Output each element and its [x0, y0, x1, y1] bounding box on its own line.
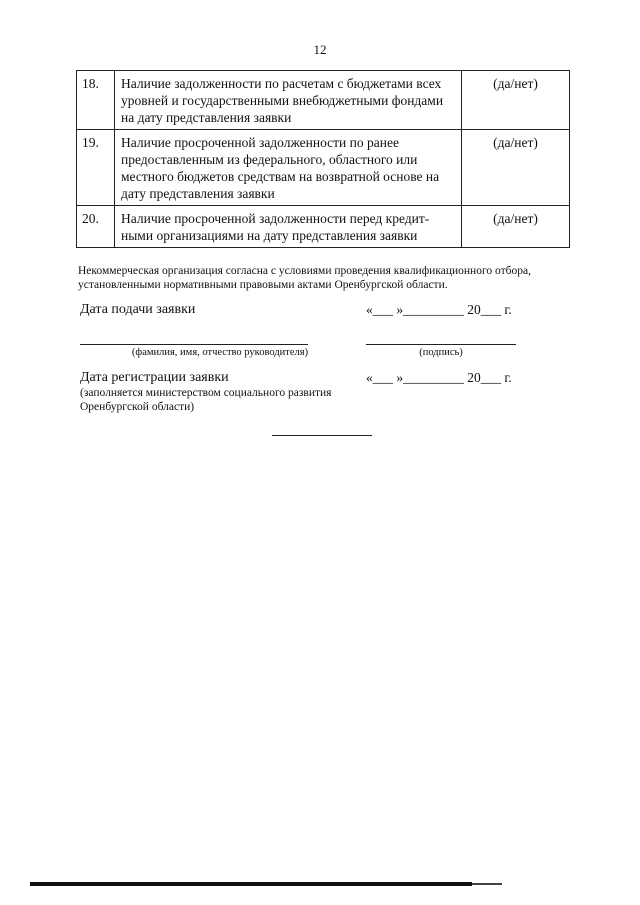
table-row — [77, 206, 570, 248]
scan-edge-mark — [472, 883, 502, 885]
row-text: Наличие задолженности по расчетам с бюджетами всех уровней и государственными внебюджетными фондами на дату представления заявки — [115, 71, 462, 130]
page-number: 12 — [313, 42, 327, 57]
row-text: Наличие просроченной задолженности по ранее предоставленным из федерального, областного или местного бюджетов средствам на возвратной основе на дату представления заявки — [115, 130, 462, 206]
row-number: 19. — [77, 130, 115, 206]
name-caption: (фамилия, имя, отчество руководителя) — [131, 347, 309, 358]
end-separator — [272, 435, 372, 436]
row-answer: (да/нет) — [462, 130, 570, 206]
registration-note: (заполняется министерством социального развития Оренбургской области) — [80, 387, 332, 413]
row-answer: (да/нет) — [462, 71, 570, 130]
table-row — [77, 71, 570, 130]
row-answer: (да/нет) — [462, 206, 570, 248]
row-number: 20. — [77, 206, 115, 248]
signature-caption: (подпись) — [419, 347, 463, 358]
submission-date-label: Дата подачи заявки — [80, 302, 196, 317]
criteria-table — [76, 70, 570, 248]
name-signature-line — [80, 344, 308, 345]
consent-statement: Некоммерческая организация согласна с условиями проведения квалификационного отбора, установленными нормативными правовыми актами Оренбургской области. — [78, 265, 531, 291]
table-row — [77, 130, 570, 206]
signature-line — [366, 344, 516, 345]
registration-date-field: «___ »_________ 20___ г. — [366, 370, 512, 385]
registration-date-label: Дата регистрации заявки — [80, 370, 229, 385]
scan-edge-mark — [30, 882, 472, 886]
row-text: Наличие просроченной задолженности перед кредит-ными организациями на дату представления заявки — [115, 206, 462, 248]
submission-date-field: «___ »_________ 20___ г. — [366, 302, 512, 317]
row-number: 18. — [77, 71, 115, 130]
